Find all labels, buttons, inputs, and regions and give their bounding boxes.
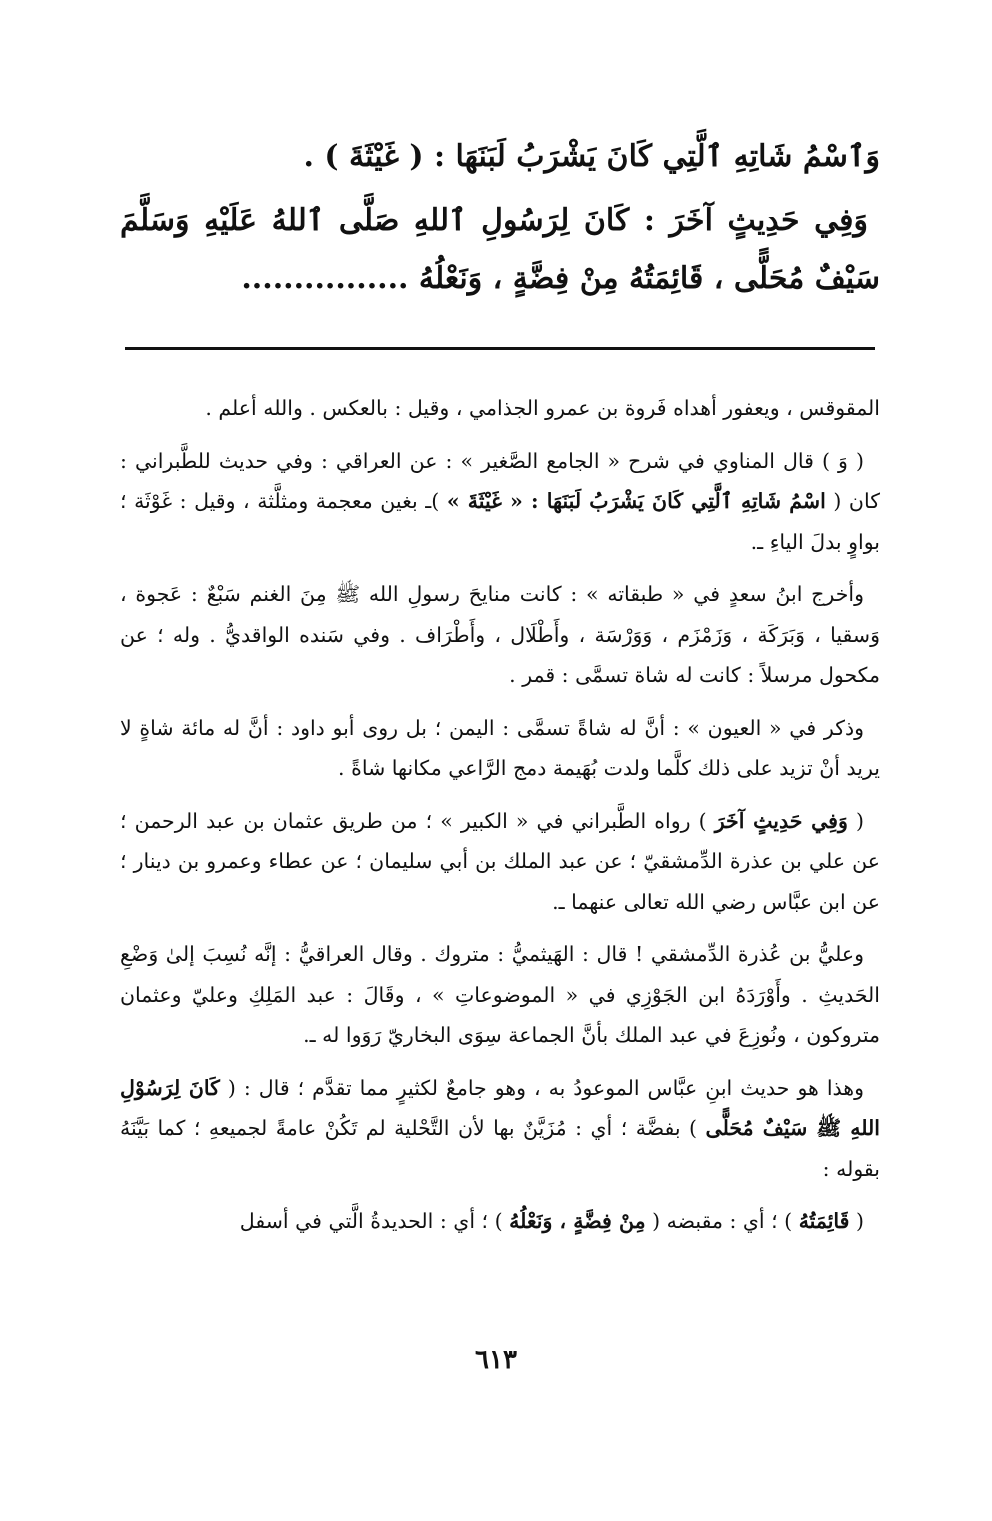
commentary-paragraph: [120, 801, 880, 923]
commentary-paragraph: [120, 1201, 880, 1242]
main-line-1: وَٱسْمُ شَاتِهِ ٱلَّتِي كَانَ يَشْرَبُ لَبَنَهَا : ( غَيْثَةَ ) .: [303, 139, 880, 174]
quoted-text: قَائِمَتُهُ: [798, 1209, 850, 1233]
quoted-text: مِنْ فِضَّةٍ ، وَنَعْلُهُ: [509, 1209, 646, 1233]
commentary-paragraph: وعليُّ بن عُذرة الدِّمشقي ! قال : الهَيثميُّ : متروك . وقال العراقيُّ : إنَّه نُسِبَ إلىٰ وَضْعِ الحَديثِ . وأَوْرَدَهُ ابن الجَوْزِي في « الموضوعاتِ » ، وقَالَ : عبد المَلِكِ وعليّ وعثمان متروكون ، ونُوزِعَ في عبد الملك بأنَّ الجماعة سِوَى البخاريّ رَوَوا له ـ.: [120, 942, 880, 1047]
commentary-text: )ـ بغين معجمة ومثلَّثة ، وقيل : غَوْثَة ؛ بواوٍ بدلَ الياءِ ـ.: [120, 489, 880, 554]
commentary-paragraph: [120, 1068, 880, 1190]
commentary-text: ( وَ ) قال المناوي في شرح « الجامع الصَّغير » : عن العراقي : وفي حديث للطَّبراني : كان (: [120, 448, 880, 513]
commentary-text: وهذا هو حديث ابنِ عبَّاس الموعودُ به ، وهو جامعٌ لكثيرٍ مما تقدَّم ؛ قال : (: [227, 1075, 864, 1100]
commentary-paragraph: المقوقس ، ويعفور أهداه فَروة بن عمرو الجذامي ، وقيل : بالعكس . والله أعلم .: [205, 396, 880, 420]
commentary-text: (: [856, 1209, 864, 1233]
quoted-text: اسْمُ شَاتِهِ ٱلَّتِي كَانَ يَشْرَبُ لَبَنَهَا : « غَيْثَةَ »: [446, 489, 826, 513]
commentary: [120, 388, 880, 1254]
main-line-2: وَفِي حَدِيثٍ آخَرَ : كَانَ لِرَسُولِ ٱللهِ صَلَّى ٱللهُ عَلَيْهِ وَسَلَّمَ سَيْفٌ مُحَلًّى ، قَائِمَتُهُ مِنْ فِضَّةٍ ، وَنَعْلُهُ ................: [120, 203, 880, 296]
commentary-paragraph: وذكر في « العيون » : أنَّ له شاةً تسمَّى : اليمن ؛ بل روى أبو داود : أنَّ له مائة شاةٍ لا يريد أنْ تزيد على ذلك كلَّما ولدت بُهَيمة دمج الرَّاعي مكانها شاةً .: [120, 715, 880, 780]
quoted-text: كَانَ لِرَسُوْلِ اللهِ ﷺ سَيْفٌ مُحَلًّى: [120, 1075, 880, 1140]
quoted-text: وَفِي حَدِيثٍ آخَرَ: [714, 808, 848, 833]
main-text: [120, 128, 880, 314]
commentary-text: (: [855, 808, 864, 833]
separator-rule: [125, 347, 875, 350]
commentary-text: ) ؛ أي : مقبضه (: [652, 1209, 793, 1233]
commentary-text: ) بفضَّة ؛ أي : مُزَيَّنٌ بها لأن التَّحْلية لم تَكُنْ عامةً لجميعهِ ؛ كما بَيَّنَهُ بقوله :: [120, 1116, 880, 1181]
commentary-text: ) رواه الطَّبراني في « الكبير » ؛ من طريق عثمان بن عبد الرحمن ؛ عن علي بن عذرة الدِّمشقيّ ؛ عن عبد الملك بن أبي سليمان ؛ عن عطاء وعمرو بن دينار ؛ عن ابن عبَّاس رضي الله تعالى عنهما ـ.: [120, 808, 880, 914]
commentary-paragraph: وأخرج ابنُ سعدٍ في « طبقاته » : كانت منايحَ رسولِ الله ﷺ مِنَ الغنم سَبْعٌ : عَجوة ، وَسقيا ، وَبَرَكَة ، وَزَمْزَم ، وَوَرْسَة ، وأَطْلَال ، وأَطْرَاف . وفي سَنده الواقديُّ . وله ؛ عن مكحول مرسلاً : كانت له شاة تسمَّى : قمر .: [120, 582, 880, 687]
commentary-paragraph: [120, 441, 880, 563]
commentary-text: ) ؛ أي : الحديدةُ الَّتي في أسفل: [239, 1209, 503, 1233]
page-number: ٦١٣: [475, 1345, 517, 1375]
